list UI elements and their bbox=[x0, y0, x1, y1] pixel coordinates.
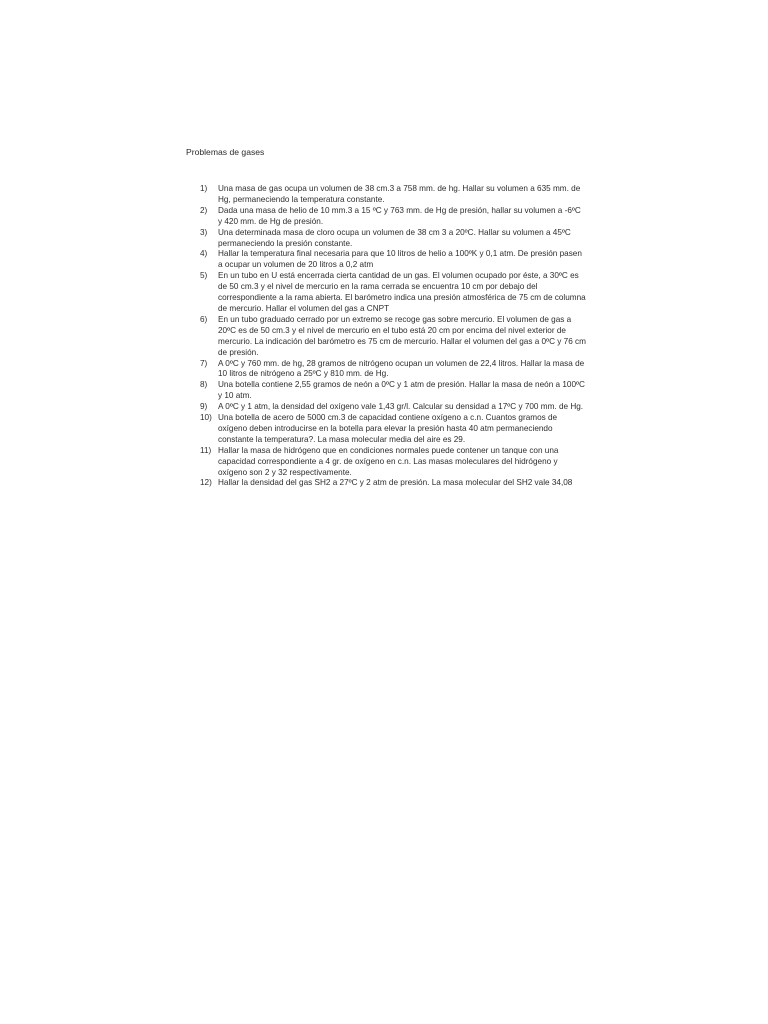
problem-text: Dada una masa de helio de 10 mm.3 a 15 ºC y 763 mm. de Hg de presión, hallar su volumen a -6ºC y 420 mm. de Hg de presión. bbox=[218, 205, 581, 226]
problem-list bbox=[186, 184, 586, 489]
problem-item bbox=[186, 206, 586, 228]
problem-text: A 0ºC y 760 mm. de hg, 28 gramos de nitrógeno ocupan un volumen de 22,4 litros. Hallar la masa de 10 litros de nitrógeno a 25ºC y 810 mm. de Hg. bbox=[218, 358, 585, 379]
problem-item bbox=[186, 446, 586, 479]
problem-text: Hallar la temperatura final necesaria para que 10 litros de helio a 100ºK y 0,1 atm. De presión pasen a ocupar un volumen de 20 litros a 0,2 atm bbox=[218, 249, 582, 270]
problem-number: 9) bbox=[200, 402, 208, 412]
problem-number: 10) bbox=[200, 413, 212, 423]
problem-item bbox=[186, 380, 586, 402]
problem-item bbox=[186, 249, 586, 271]
problem-text: Hallar la densidad del gas SH2 a 27ºC y 2 atm de presión. La masa molecular del SH2 vale 34,08 bbox=[218, 478, 573, 488]
problem-number: 11) bbox=[200, 445, 212, 455]
problem-text: Una determinada masa de cloro ocupa un volumen de 38 cm 3 a 20ºC. Hallar su volumen a 45ºC permaneciendo la presión constante. bbox=[218, 227, 571, 248]
problem-item bbox=[186, 359, 586, 381]
problem-number: 6) bbox=[200, 314, 208, 324]
problem-number: 12) bbox=[200, 478, 212, 488]
problem-number: 2) bbox=[200, 205, 208, 215]
problem-item bbox=[186, 478, 586, 489]
problem-number: 3) bbox=[200, 227, 208, 237]
problem-text: Hallar la masa de hidrógeno que en condiciones normales puede contener un tanque con una capacidad correspondiente a 4 gr. de oxígeno en c.n. Las masas moleculares del hidrógeno y oxígeno son 2 y 32 respectivamente. bbox=[218, 445, 559, 477]
problem-text: Una masa de gas ocupa un volumen de 38 cm.3 a 758 mm. de hg. Hallar su volumen a 635 mm. de Hg, permaneciendo la temperatura constante. bbox=[218, 184, 581, 204]
problem-item bbox=[186, 271, 586, 315]
problem-number: 4) bbox=[200, 249, 208, 259]
problem-text: A 0ºC y 1 atm, la densidad del oxígeno vale 1,43 gr/l. Calcular su densidad a 17ºC y 700 mm. de Hg. bbox=[218, 402, 584, 412]
problem-item bbox=[186, 228, 586, 250]
problem-item bbox=[186, 413, 586, 446]
document-title: Problemas de gases bbox=[186, 147, 265, 157]
problem-text: Una botella contiene 2,55 gramos de neón a 0ºC y 1 atm de presión. Hallar la masa de neón a 100ºC y 10 atm. bbox=[218, 380, 585, 401]
problem-text: En un tubo graduado cerrado por un extremo se recoge gas sobre mercurio. El volumen de gas a 20ºC es de 50 cm.3 y el nivel de mercurio en el tubo está 20 cm por encima del nivel exterior de mercurio. La indicación del barómetro es 75 cm de mercurio. Hallar el volumen del gas a 0ºC y 76 cm de presión. bbox=[218, 314, 586, 357]
problem-item bbox=[186, 402, 586, 413]
problem-number: 7) bbox=[200, 358, 208, 368]
problem-number: 1) bbox=[200, 184, 208, 193]
problem-item bbox=[186, 315, 586, 359]
problem-text: Una botella de acero de 5000 cm.3 de capacidad contiene oxígeno a c.n. Cuantos gramos de oxígeno deben introducirse en la botella para elevar la presión hasta 40 atm permaneciendo constante la temperatura?. La masa molecular media del aire es 29. bbox=[218, 413, 558, 444]
problem-number: 8) bbox=[200, 380, 208, 390]
problem-text: En un tubo en U está encerrada cierta cantidad de un gas. El volumen ocupado por éste, a 30ºC es de 50 cm.3 y el nivel de mercurio en la rama cerrada se encuentra 10 cm por debajo del correspondiente a la rama abierta. El barómetro indica una presión atmosférica de 75 cm de columna de mercurio. Hallar el volumen del gas a CNPT bbox=[218, 271, 586, 313]
problem-number: 5) bbox=[200, 271, 208, 281]
problem-item bbox=[186, 184, 586, 206]
